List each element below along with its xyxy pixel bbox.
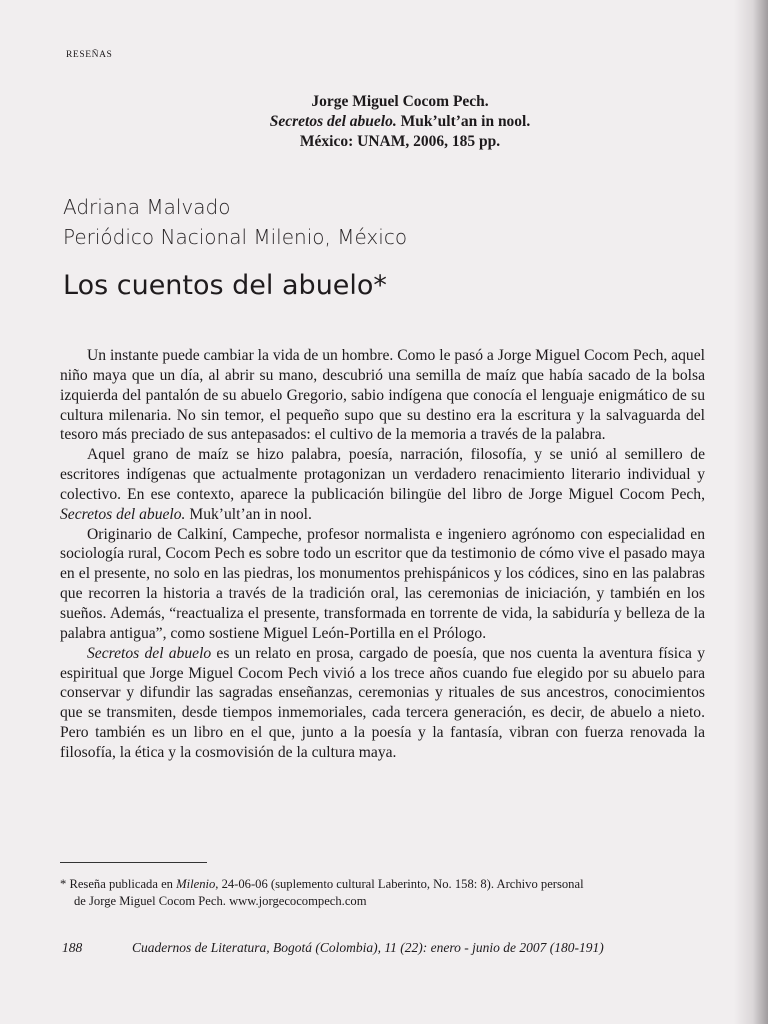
body-paragraph: [60, 644, 705, 763]
body-paragraph: [60, 445, 705, 524]
page-edge-shadow: [734, 0, 768, 1024]
journal-citation: Cuadernos de Literatura, Bogotá (Colombia), 11 (22): enero - junio de 2007 (180-191): [132, 940, 604, 955]
paragraph-text: es un relato en prosa, cargado de poesía, que nos cuenta la aventura física y espiritual que Jorge Miguel Cocom Pech vivió a los trece años cuando fue elegido por su abuelo para conservar y difundir las sagradas enseñanzas, ceremonias y rituales de sus ancestros, conocimientos que se transmiten, desde tiempos inmemoriales, cada tercera generación, es decir, de abuelo a nieto. Pero también es un libro en el que, junto a la poesía y la fantasía, vibran con fuerza renovada la filosofía, la ética y la cosmovisión de la cultura maya.: [60, 644, 705, 761]
italic-title: Secretos del abuelo: [87, 644, 212, 662]
paragraph-text: Muk’ult’an in nool.: [185, 505, 312, 523]
page-number: 188: [62, 940, 83, 955]
footnote-text-after: , 24-06-06 (suplemento cultural Laberinto, No. 158: 8). Archivo personal: [215, 877, 584, 891]
paragraph-text: Originario de Calkiní, Campeche, profesor normalista e ingeniero agrónomo con especialidad en sociología rural, Cocom Pech es sobre todo un escritor que da testimonio de cómo vive el pasado maya en el presente, no solo en las piedras, los monumentos prehispánicos y los códices, sino en las palabras que recorren la historia a través de la tradición oral, las ceremonias de iniciación, y también en los sueños. Además, “reactualiza el presente, transformada en torrente de vida, la sabiduría y belleza de la palabra antigua”, como sostiene Miguel León-Portilla en el Prólogo.: [60, 525, 705, 642]
italic-title: Secretos del abuelo.: [60, 505, 186, 523]
article-title: Los cuentos del abuelo*: [63, 270, 387, 301]
book-title-line: [170, 112, 630, 132]
book-subtitle: Muk’ult’an in nool.: [396, 113, 531, 130]
footnote-line-2: de Jorge Miguel Cocom Pech. www.jorgecocompech.com: [74, 894, 367, 908]
footnote: [60, 876, 708, 910]
paragraph-text: Un instante puede cambiar la vida de un hombre. Como le pasó a Jorge Miguel Cocom Pech, aquel niño maya que un día, al abrir su mano, descubrió una semilla de maíz que había sacado de la bolsa izquierda del pantalón de su abuelo Gregorio, sabio indígena que conocía el lenguaje enigmático de su cultura milenaria. No sin temor, el pequeño supo que su destino era la escritura y la salvaguarda del tesoro más preciado de sus antepasados: el cultivo de la memoria a través de la palabra.: [60, 347, 705, 444]
body-paragraph: [60, 525, 705, 644]
paragraph-text: Aquel grano de maíz se hizo palabra, poesía, narración, filosofía, y se unió al semillero de escritores indígenas que actualmente protagonizan un verdadero renacimiento literario individual y colectivo. En ese contexto, aparece la publicación bilingüe del libro de Jorge Miguel Cocom Pech,: [60, 446, 705, 503]
reviewer-block: [63, 192, 407, 252]
section-label: RESEÑAS: [66, 50, 113, 60]
book-reference: [170, 92, 630, 152]
article-body: [60, 346, 705, 763]
footnote-marker: *: [60, 877, 67, 891]
book-author: Jorge Miguel Cocom Pech.: [311, 93, 489, 110]
book-title: Secretos del abuelo.: [269, 113, 397, 130]
footnote-source: Milenio: [176, 877, 216, 891]
footnote-text: Reseña publicada en: [66, 877, 177, 891]
reviewer-affiliation: Periódico Nacional Milenio, México: [63, 225, 408, 249]
footnote-line: [60, 876, 708, 893]
book-publication: México: UNAM, 2006, 185 pp.: [299, 133, 501, 150]
footnote-divider: [60, 862, 207, 863]
body-paragraph: [60, 346, 705, 445]
reviewer-name: Adriana Malvado: [63, 195, 231, 219]
